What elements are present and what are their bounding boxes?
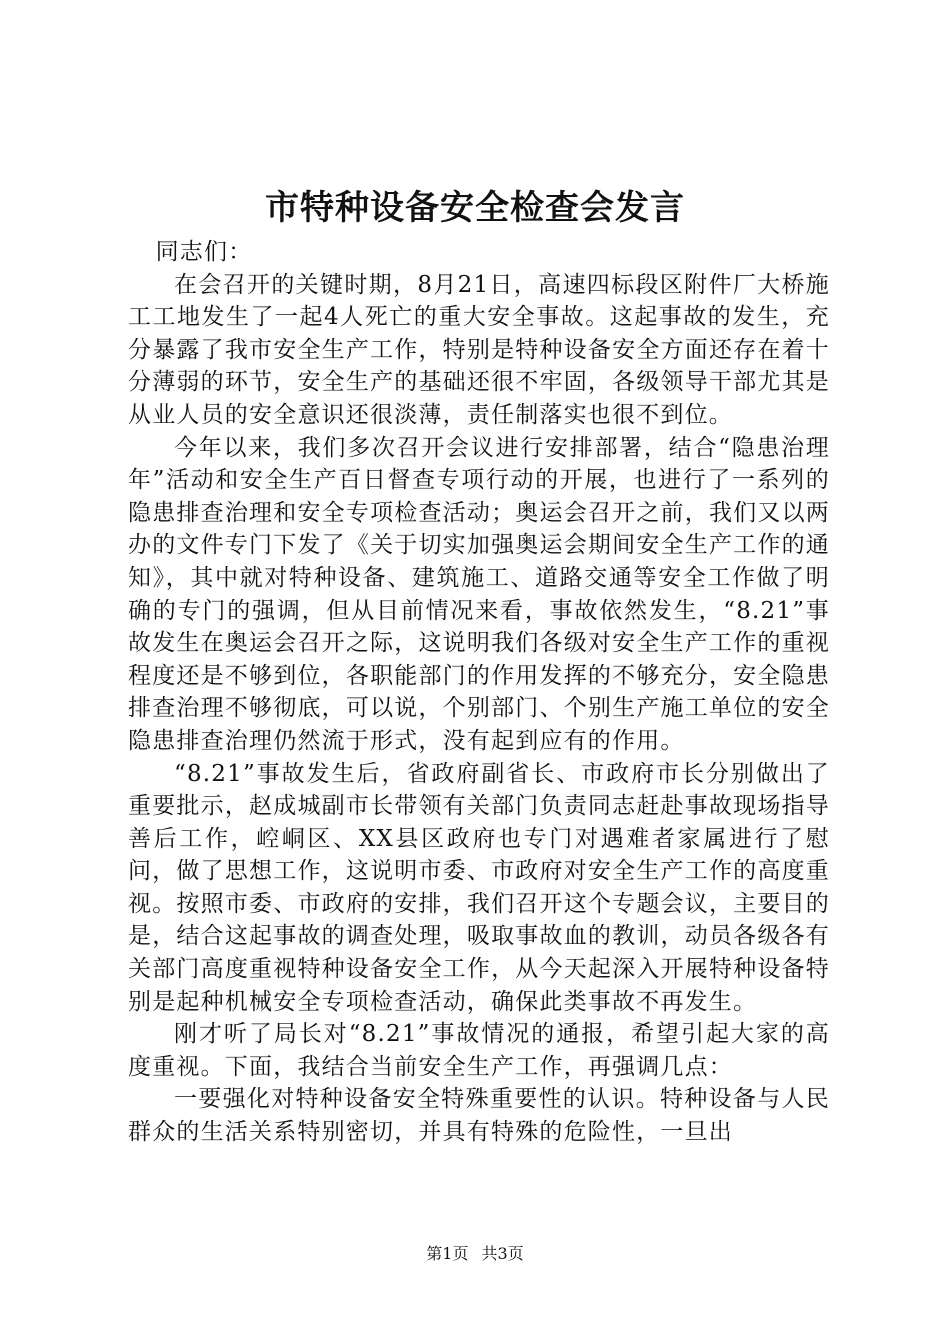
paragraph-1: 在会召开的关键时期，8月21日，高速四标段区附件厂大桥施工工地发生了一起4人死亡的重大安全事故。这起事故的发生，充分暴露了我市安全生产工作，特别是特种设备安全方面还存在着十分薄弱的环节，安全生产的基础还很不牢固，各级领导干部尤其是从业人员的安全意识还很淡薄，责任制落实也很不到位。 bbox=[128, 271, 830, 428]
page-number-total: 共3页 bbox=[481, 1244, 524, 1263]
paragraph-4: 刚才听了局长对“8.21”事故情况的通报，希望引起大家的高度重视。下面，我结合当前安全生产工作，再强调几点： bbox=[128, 1021, 830, 1080]
document-body bbox=[128, 236, 830, 1149]
paragraph-2: 今年以来，我们多次召开会议进行安排部署，结合“隐患治理年”活动和安全生产百日督查专项行动的开展，也进行了一系列的隐患排查治理和安全专项检查活动；奥运会召开之前，我们又以两办的文件专门下发了《关于切实加强奥运会期间安全生产工作的通知》，其中就对特种设备、建筑施工、道路交通等安全工作做了明确的专门的强调，但从目前情况来看，事故依然发生，“8.21”事故发生在奥运会召开之际，这说明我们各级对安全生产工作的重视程度还是不够到位，各职能部门的作用发挥的不够充分，安全隐患排查治理不够彻底，可以说，个别部门、个别生产施工单位的安全隐患排查治理仍然流于形式，没有起到应有的作用。 bbox=[128, 434, 830, 754]
paragraph-3: “8.21”事故发生后，省政府副省长、市政府市长分别做出了重要批示，赵成城副市长带领有关部门负责同志赶赴事故现场指导善后工作，崆峒区、XX县区政府也专门对遇难者家属进行了慰问，做了思想工作，这说明市委、市政府对安全生产工作的高度重视。按照市委、市政府的安排，我们召开这个专题会议，主要目的是，结合这起事故的调查处理，吸取事故血的教训，动员各级各有关部门高度重视特种设备安全工作，从今天起深入开展特种设备特别是起种机械安全专项检查活动，确保此类事故不再发生。 bbox=[128, 760, 830, 1015]
page-number-current: 第1页 bbox=[426, 1244, 469, 1263]
paragraph-5: 一要强化对特种设备安全特殊重要性的认识。特种设备与人民群众的生活关系特别密切，并具有特殊的危险性，一旦出 bbox=[128, 1086, 830, 1146]
document-title: 市特种设备安全检查会发言 bbox=[265, 188, 685, 228]
salutation: 同志们： bbox=[155, 239, 253, 265]
page-footer bbox=[0, 1242, 950, 1266]
